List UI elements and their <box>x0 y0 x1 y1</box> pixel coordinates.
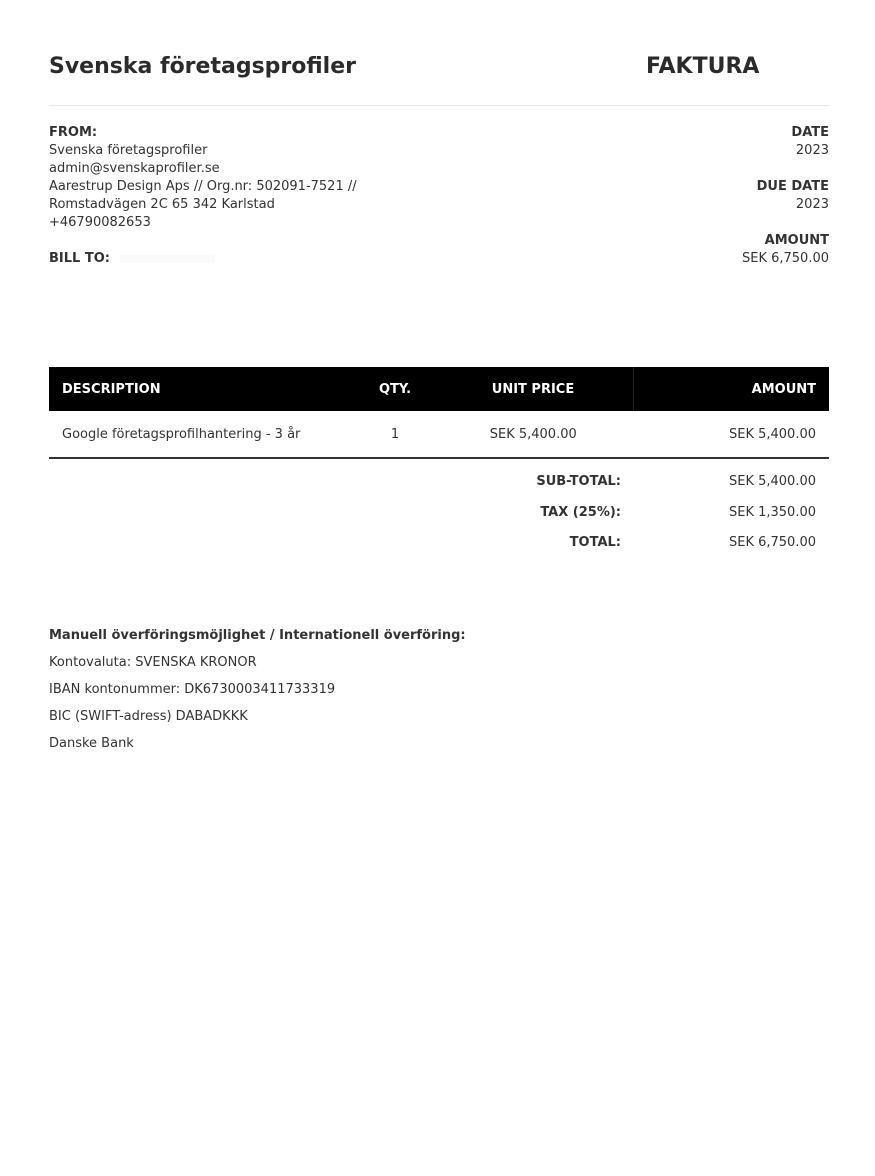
document-title: FAKTURA <box>646 54 760 79</box>
subtotal-label: SUB-TOTAL: <box>536 474 621 489</box>
amount-label: AMOUNT <box>764 233 829 248</box>
payment-instructions <box>49 627 829 762</box>
row-unit-price: SEK 5,400.00 <box>433 411 634 458</box>
from-section <box>49 124 469 232</box>
total-row <box>49 531 829 562</box>
from-phone: +46790082653 <box>49 215 151 230</box>
company-name: Svenska företagsprofiler <box>49 54 356 79</box>
totals-section <box>49 470 829 562</box>
from-company-name: Svenska företagsprofiler <box>49 143 208 158</box>
header-divider <box>49 105 829 106</box>
from-org-info: Aarestrup Design Aps // Org.nr: 502091-7521 // <box>49 179 357 194</box>
amount-value: SEK 6,750.00 <box>741 251 829 266</box>
date-group <box>529 124 829 160</box>
bill-to-section <box>49 250 215 268</box>
amount-group <box>529 232 829 268</box>
payment-iban: IBAN kontonummer: DK6730003411733319 <box>49 682 336 697</box>
due-date-label: DUE DATE <box>756 179 829 194</box>
from-label: FROM: <box>49 125 98 140</box>
row-description: Google företagsprofilhantering - 3 år <box>49 411 357 458</box>
payment-currency: Kontovaluta: SVENSKA KRONOR <box>49 655 257 670</box>
subtotal-value: SEK 5,400.00 <box>728 474 816 489</box>
bill-to-redacted-value <box>120 255 215 263</box>
due-date-group <box>529 178 829 214</box>
date-label: DATE <box>791 125 829 140</box>
bill-to-label: BILL TO: <box>49 251 110 266</box>
row-qty: 1 <box>357 411 433 458</box>
tax-label: TAX (25%): <box>540 504 621 520</box>
column-header-qty: QTY. <box>357 367 433 411</box>
total-label: TOTAL: <box>569 535 621 550</box>
line-items-table <box>49 367 829 459</box>
column-header-amount: AMOUNT <box>634 367 830 411</box>
row-amount: SEK 5,400.00 <box>634 411 830 458</box>
payment-bank-name: Danske Bank <box>49 736 134 751</box>
invoice-meta <box>529 124 829 286</box>
payment-bic: BIC (SWIFT-adress) DABADKKK <box>49 709 248 724</box>
invoice-header <box>49 54 829 84</box>
table-row <box>49 411 829 458</box>
date-value: 2023 <box>795 143 829 158</box>
due-date-value: 2023 <box>795 197 829 212</box>
from-email: admin@svenskaprofiler.se <box>49 161 220 176</box>
total-value: SEK 6,750.00 <box>728 535 816 550</box>
tax-row <box>49 501 829 532</box>
column-header-description: DESCRIPTION <box>49 367 357 411</box>
tax-value: SEK 1,350.00 <box>728 504 816 520</box>
table-header-row <box>49 367 829 411</box>
from-address: Romstadvägen 2C 65 342 Karlstad <box>49 197 275 212</box>
subtotal-row <box>49 470 829 501</box>
column-header-unit-price: UNIT PRICE <box>433 367 634 411</box>
payment-title: Manuell överföringsmöjlighet / Internationell överföring: <box>49 628 466 643</box>
